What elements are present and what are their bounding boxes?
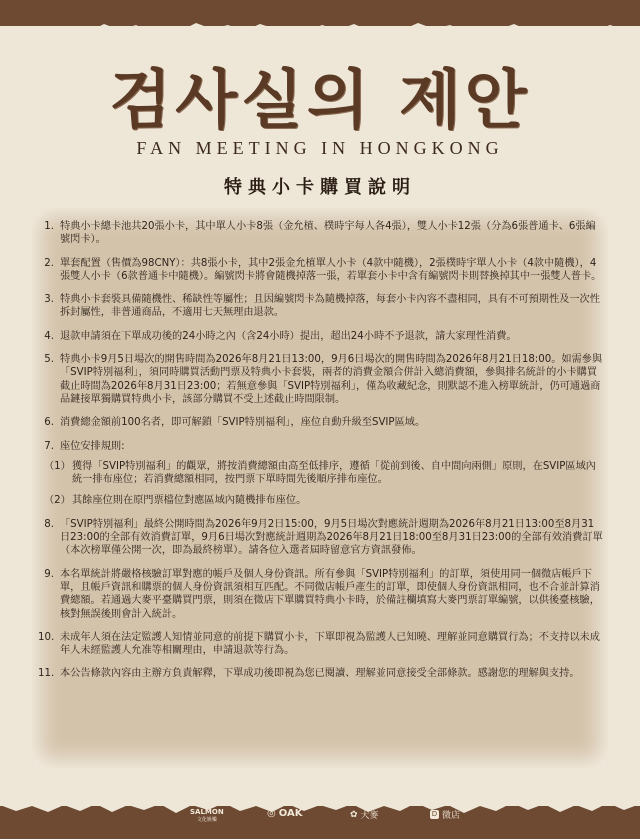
notice-item — [38, 568, 604, 621]
item-text: 未成年人須在法定監護人知情並同意的前提下購買小卡，下單即視為監護人已知曉、理解並同意購買行為；不支持以未成年人未經監護人允准等相關理由，申請退款等行為。 — [60, 631, 600, 657]
salmon-logo-text: SALMON — [190, 808, 224, 816]
notice-item — [38, 293, 604, 320]
torn-paper-bottom-edge — [0, 770, 640, 839]
sub-item-text: 獲得「SVIP特別福利」的觀眾，將按消費總額由高至低排序，遵循「從前到後、自中間向兩側」原則，在SVIP區域內統一排布座位；若消費總額相同，按門票下單時間先後順序排布座位。 — [72, 460, 596, 486]
item-number: 8. — [44, 518, 54, 530]
notice-item — [38, 667, 604, 680]
item-text: 本公告條款內容由主辦方負責解釋，下單成功後即視為您已閱讀、理解並同意接受全部條款。感謝您的理解與支持。 — [60, 668, 580, 680]
item-number: 9. — [44, 568, 54, 580]
item-text: 本名單統計將嚴格核驗訂單對應的帳戶及個人身份資訊。所有參與「SVIP特別福利」的訂單，須使用同一個微店帳戶下單，且帳戶資訊和購票的個人身份資訊須相互匹配。不同微店帳戶產生的訂單，即使個人身份資訊相同，也不合並計算消費總額。若通過大麥平臺購買門票，則須在微店下單購買特典小卡時，於備註欄填寫大麥門票訂單編號，以供後臺核驗，核對無誤後則會計入統計。 — [60, 568, 600, 620]
notice-item — [38, 440, 604, 453]
notice-item — [38, 416, 604, 429]
notice-item — [38, 330, 604, 343]
salmon-logo — [190, 808, 224, 824]
item-text: 特典小卡9月5日場次的開售時間為2026年8月21日13:00，9月6日場次的開售時間為2026年8月21日18:00。如需參與「SVIP特別福利」，須同時購買活動門票及特典小卡套裝，兩者的消費金額合併計入總消費額，參與排名統計的小卡購買截止時間為2026年8月31日23:00；若無意參與「SVIP特別福利」，僅為收藏紀念，則默認不進入榜單統計，仍可通過商品鏈接單獨購買特典小卡，該部分購買不受上述截止時間限制。 — [60, 354, 603, 405]
header — [0, 62, 640, 199]
item-text: 消費總金額前100名者，即可解鎖「SVIP特別福利」，座位自動升級至SVIP區域。 — [60, 417, 426, 429]
event-subtitle: FAN MEETING IN HONGKONG — [136, 138, 504, 158]
item-text: 單套配置（售價為98CNY）：共8張小卡，其中2張金允植單人小卡（4款中隨機），2張樸時宇單人小卡（4款中隨機），4張雙人小卡（6款普通卡中隨機）。編號閃卡將會隨機掉落一張，若單套小卡中含有編號閃卡則替換掉其中一張雙人普卡。 — [60, 257, 602, 282]
notice-content — [38, 220, 604, 691]
notice-sub-item — [44, 460, 604, 487]
damai-logo — [350, 808, 379, 821]
notice-item — [38, 631, 604, 658]
damai-logo-text: 大麥 — [360, 811, 379, 821]
item-number: 5. — [44, 354, 54, 366]
weidian-icon: D — [431, 810, 438, 818]
oak-logo — [267, 808, 302, 819]
item-text: 「SVIP特別福利」最終公開時間為2026年9月2日15:00，9月5日場次對應統計週期為2026年8月21日13:00至8月31日23:00的全部有效消費訂單，9月6日場次對應統計週期為2026年8月21日18:00至8月31日23:00的全部有效消費訂單（本次榜單僅公開一次，即為最終榜單）。請各位入選者屆時留意官方資訊發佈。 — [60, 518, 603, 557]
item-number: 10. — [38, 631, 55, 643]
sub-item-number: （1） — [44, 460, 71, 472]
item-number: 2. — [44, 257, 54, 269]
oak-logo-text: OAK — [278, 808, 303, 819]
notice-item — [38, 257, 604, 284]
item-text: 特典小卡總卡池共20張小卡，其中單人小卡8張（金允植、樸時宇每人各4張），雙人小卡12張（分為6張普通卡、6張編號閃卡）。 — [60, 221, 596, 246]
item-number: 3. — [44, 294, 54, 306]
salmon-logo-subtext: 文化娛樂 — [196, 817, 217, 823]
notice-item — [38, 518, 604, 558]
weidian-logo-text: 微店 — [442, 811, 461, 821]
page-heading: 特典小卡購買說明 — [224, 177, 416, 198]
item-text: 退款申請須在下單成功後的24小時之內（含24小時）提出，超出24小時不予退款，請大家理性消費。 — [60, 330, 517, 342]
item-number: 7. — [44, 440, 54, 452]
item-text: 特典小卡套裝具備隨機性、稀缺性等屬性；且因編號閃卡為隨機掉落，每套小卡內容不盡相同，具有不可預期性及一次性拆封屬性，非普通商品，不適用七天無理由退款。 — [60, 294, 600, 319]
sub-item-text: 其餘座位則在原門票檔位對應區域內隨機排布座位。 — [72, 495, 307, 507]
notice-item — [38, 353, 604, 406]
sub-item-number: （2） — [44, 495, 71, 507]
event-logo-title: 검사실의 제안 — [109, 64, 531, 138]
item-number: 11. — [38, 668, 55, 680]
damai-icon: ✿ — [350, 809, 358, 820]
oak-circle-icon: ◎ — [267, 808, 276, 819]
notice-sub-item — [44, 494, 604, 507]
item-number: 6. — [44, 417, 54, 429]
notice-item — [38, 220, 604, 247]
item-text: 座位安排規則: — [60, 440, 125, 452]
item-number: 4. — [44, 330, 54, 342]
item-number: 1. — [44, 221, 54, 232]
weidian-logo — [430, 808, 460, 821]
